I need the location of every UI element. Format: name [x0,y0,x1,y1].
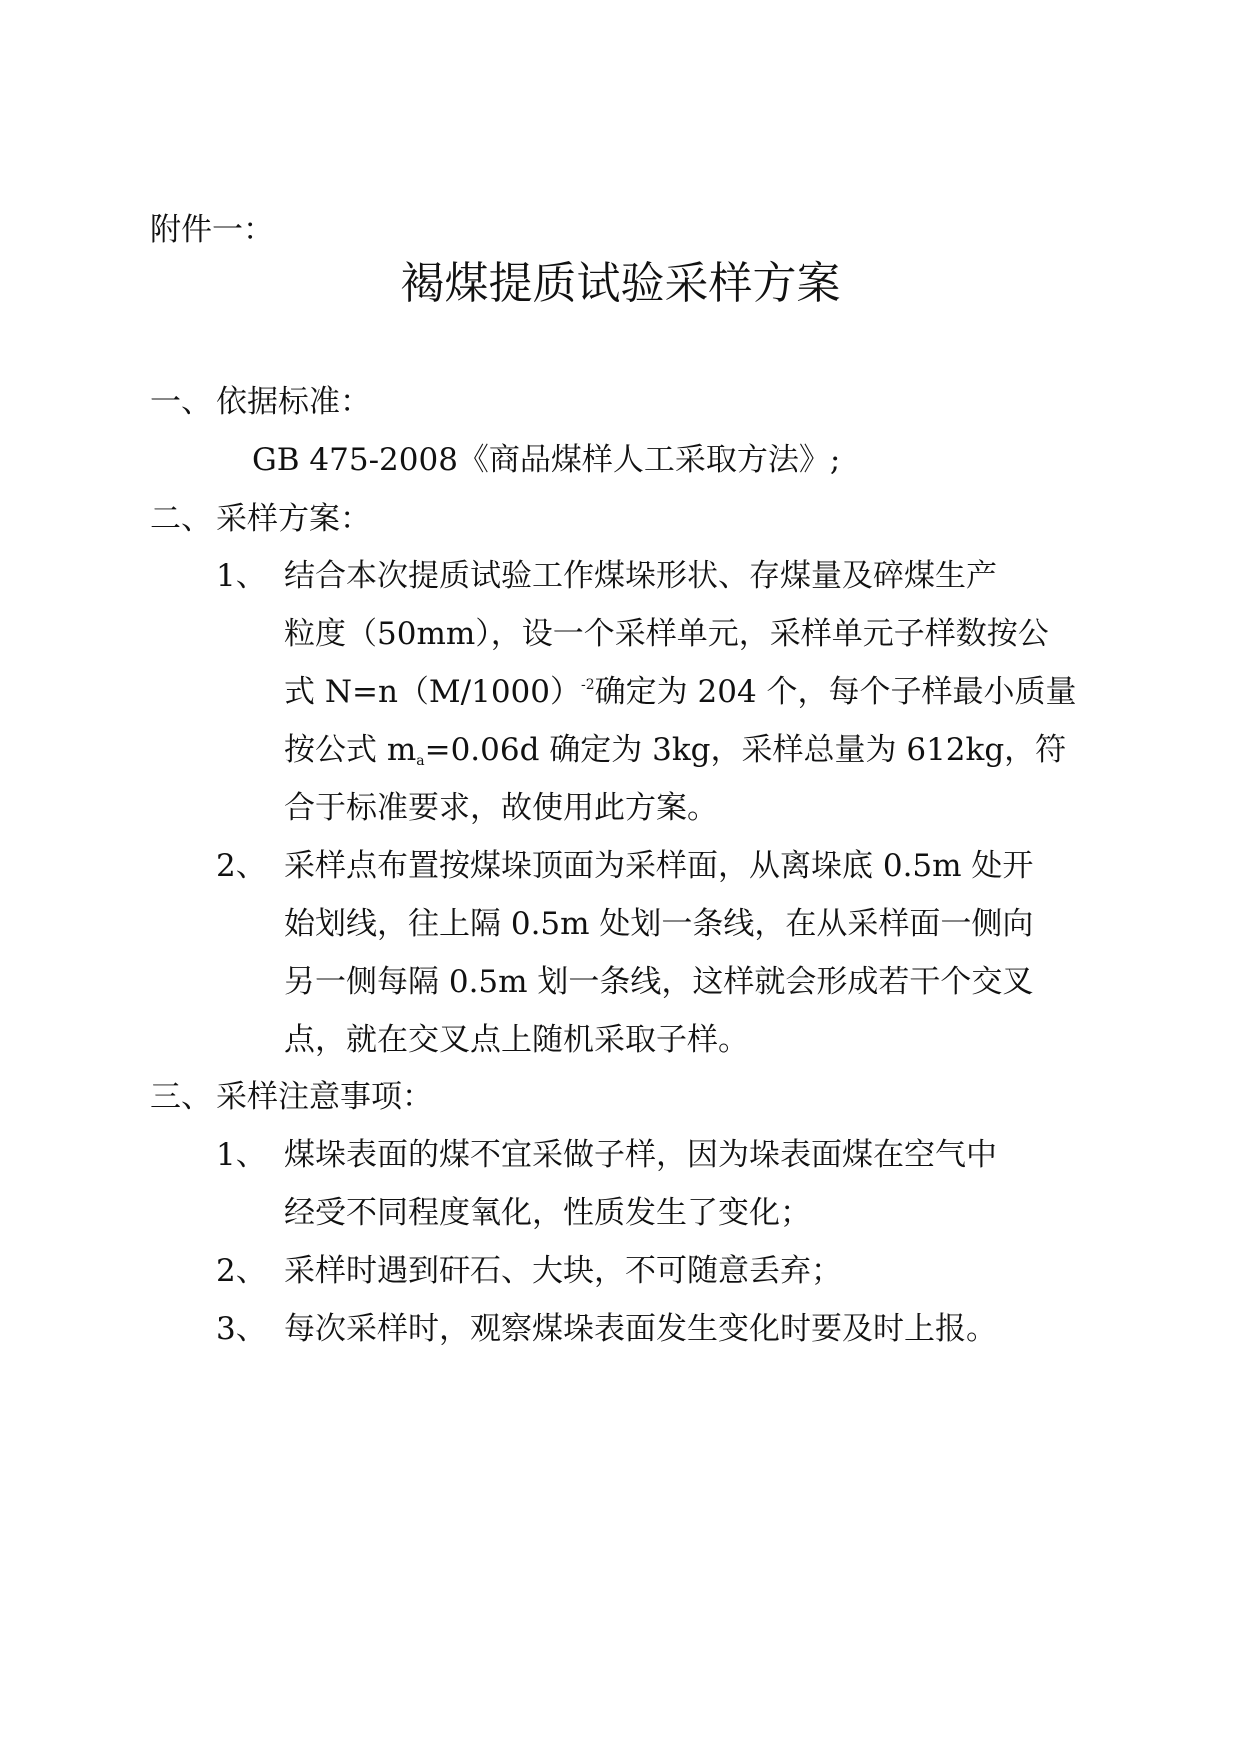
section2-item1-line5: 合于标准要求，故使用此方案。 [284,790,718,826]
section3-item1-line2: 经受不同程度氧化，性质发生了变化； [284,1195,811,1231]
section3-item1-number: 1、 [216,1137,267,1173]
section2-item2-line3: 另一侧每隔 0.5m 划一条线，这样就会形成若干个交叉 [284,964,1034,1000]
section3-item2-line1: 采样时遇到矸石、大块，不可随意丢弃； [284,1253,842,1289]
section2-item2-line2: 始划线，往上隔 0.5m 处划一条线，在从采样面一侧向 [284,906,1034,942]
formula-mass-prefix: 按公式 m [284,732,417,768]
section2-item1-line2: 粒度（50mm），设一个采样单元，采样单元子样数按公 [284,616,1049,652]
section2-item2-number: 2、 [216,848,267,884]
section3-item1-line1: 煤垛表面的煤不宜采做子样，因为垛表面煤在空气中 [284,1137,997,1173]
section2-item1-line3 [284,672,1077,712]
section2-heading: 采样方案： [216,501,371,537]
attachment-label: 附件一： [150,212,274,248]
formula-subscript: a [416,753,425,769]
formula-exponent: -2 [581,677,595,693]
formula-mass-suffix: =0.06d 确定为 3kg，采样总量为 612kg，符 [424,732,1067,768]
section1-standard: GB 475-2008《商品煤样人工采取方法》; [252,442,841,478]
document-title: 褐煤提质试验采样方案 [400,258,841,309]
section3-item3-line1: 每次采样时，观察煤垛表面发生变化时要及时上报。 [284,1311,997,1347]
section3-number: 三、 [150,1079,212,1115]
formula-count-prefix: 式 N=n（M/1000） [284,674,581,710]
formula-count-suffix: 确定为 204 个，每个子样最小质量 [594,674,1077,710]
section3-item2-number: 2、 [216,1253,267,1289]
section2-item1-line1: 结合本次提质试验工作煤垛形状、存煤量及碎煤生产 [284,558,997,594]
section2-item1-line4 [284,730,1066,770]
section3-heading: 采样注意事项： [216,1079,433,1115]
section1-heading: 依据标准： [216,384,371,420]
section1-number: 一、 [150,384,212,420]
section2-item2-line4: 点，就在交叉点上随机采取子样。 [284,1022,749,1058]
section2-item2-line1: 采样点布置按煤垛顶面为采样面，从离垛底 0.5m 处开 [284,848,1034,884]
section2-number: 二、 [150,501,212,537]
section3-item3-number: 3、 [216,1311,267,1347]
section2-item1-number: 1、 [216,558,267,594]
